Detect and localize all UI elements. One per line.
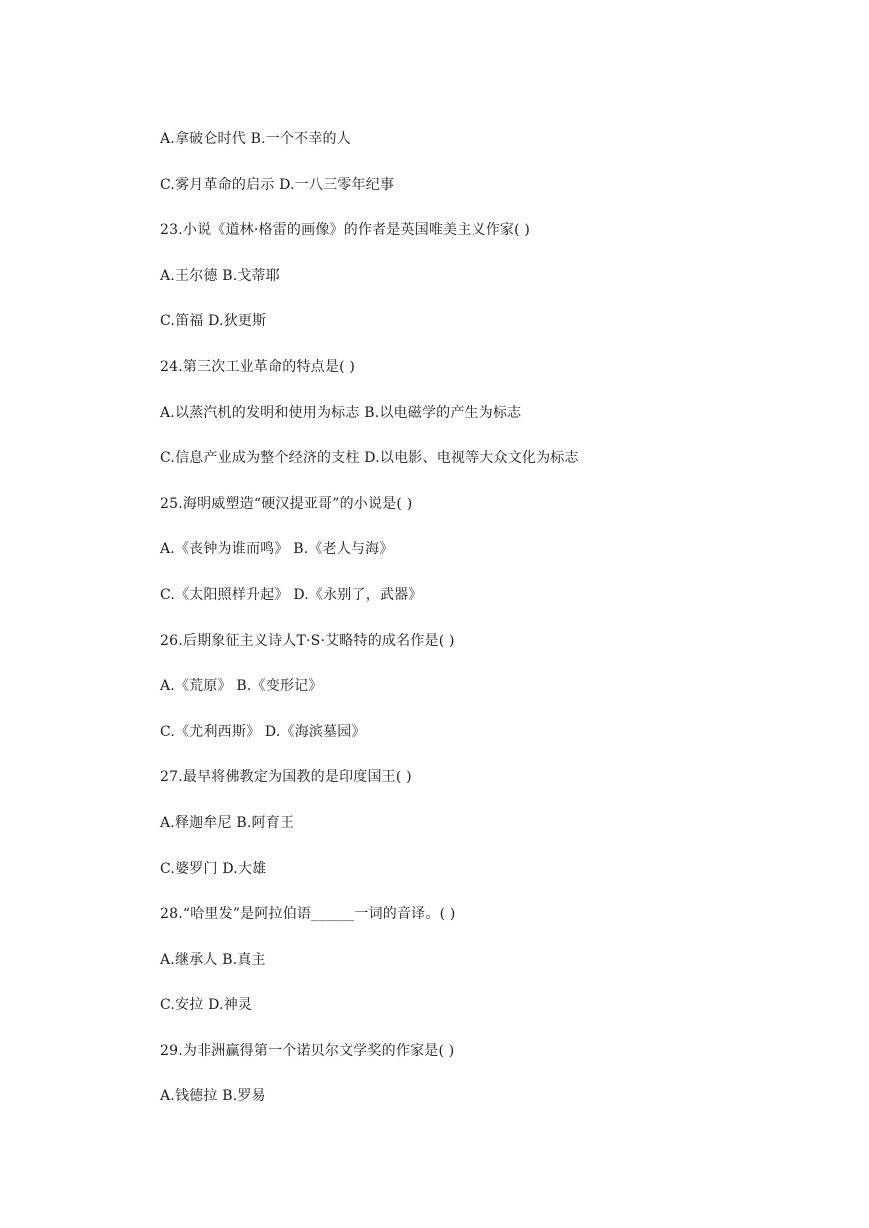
option-line: A.继承人 B.真主 <box>160 951 266 968</box>
option-line: A.释迦牟尼 B.阿育王 <box>160 814 295 831</box>
option-line: C.笛福 D.狄更斯 <box>160 313 267 330</box>
option-line: C.雾月革命的启示 D.一八三零年纪事 <box>160 176 395 193</box>
option-line: A.钱德拉 B.罗易 <box>160 1088 266 1105</box>
question-line: 23.小说《道林·格雷的画像》的作者是英国唯美主义作家( ) <box>160 222 531 239</box>
option-line: A.《丧钟为谁而鸣》 B.《老人与海》 <box>160 541 394 558</box>
option-line: C.信息产业成为整个经济的支柱 D.以电影、电视等大众文化为标志 <box>160 450 579 467</box>
question-line: 28.“哈里发”是阿拉伯语______一词的音译。( ) <box>160 906 456 923</box>
question-line: 25.海明威塑造“硬汉提亚哥”的小说是( ) <box>160 495 413 512</box>
option-line: C.婆罗门 D.大雄 <box>160 860 267 877</box>
option-line: C.《尤利西斯》 D.《海滨墓园》 <box>160 723 366 740</box>
option-line: A.拿破仑时代 B.一个不幸的人 <box>160 131 351 147</box>
option-line: C.《太阳照样升起》 D.《永别了，武器》 <box>160 586 423 603</box>
question-line: 26.后期象征主义诗人T·S·艾略特的成名作是( ) <box>160 632 455 649</box>
option-line: A.王尔德 B.戈蒂耶 <box>160 267 280 284</box>
question-line: 29.为非洲赢得第一个诺贝尔文学奖的作家是( ) <box>160 1042 455 1059</box>
question-line: 24.第三次工业革命的特点是( ) <box>160 358 356 375</box>
option-line: A.以蒸汽机的发明和使用为标志 B.以电磁学的产生为标志 <box>160 404 522 421</box>
question-list <box>160 128 840 1131</box>
option-line: C.安拉 D.神灵 <box>160 997 253 1014</box>
option-line: A.《荒原》 B.《变形记》 <box>160 678 323 695</box>
question-line: 27.最早将佛教定为国教的是印度国王( ) <box>160 769 412 786</box>
